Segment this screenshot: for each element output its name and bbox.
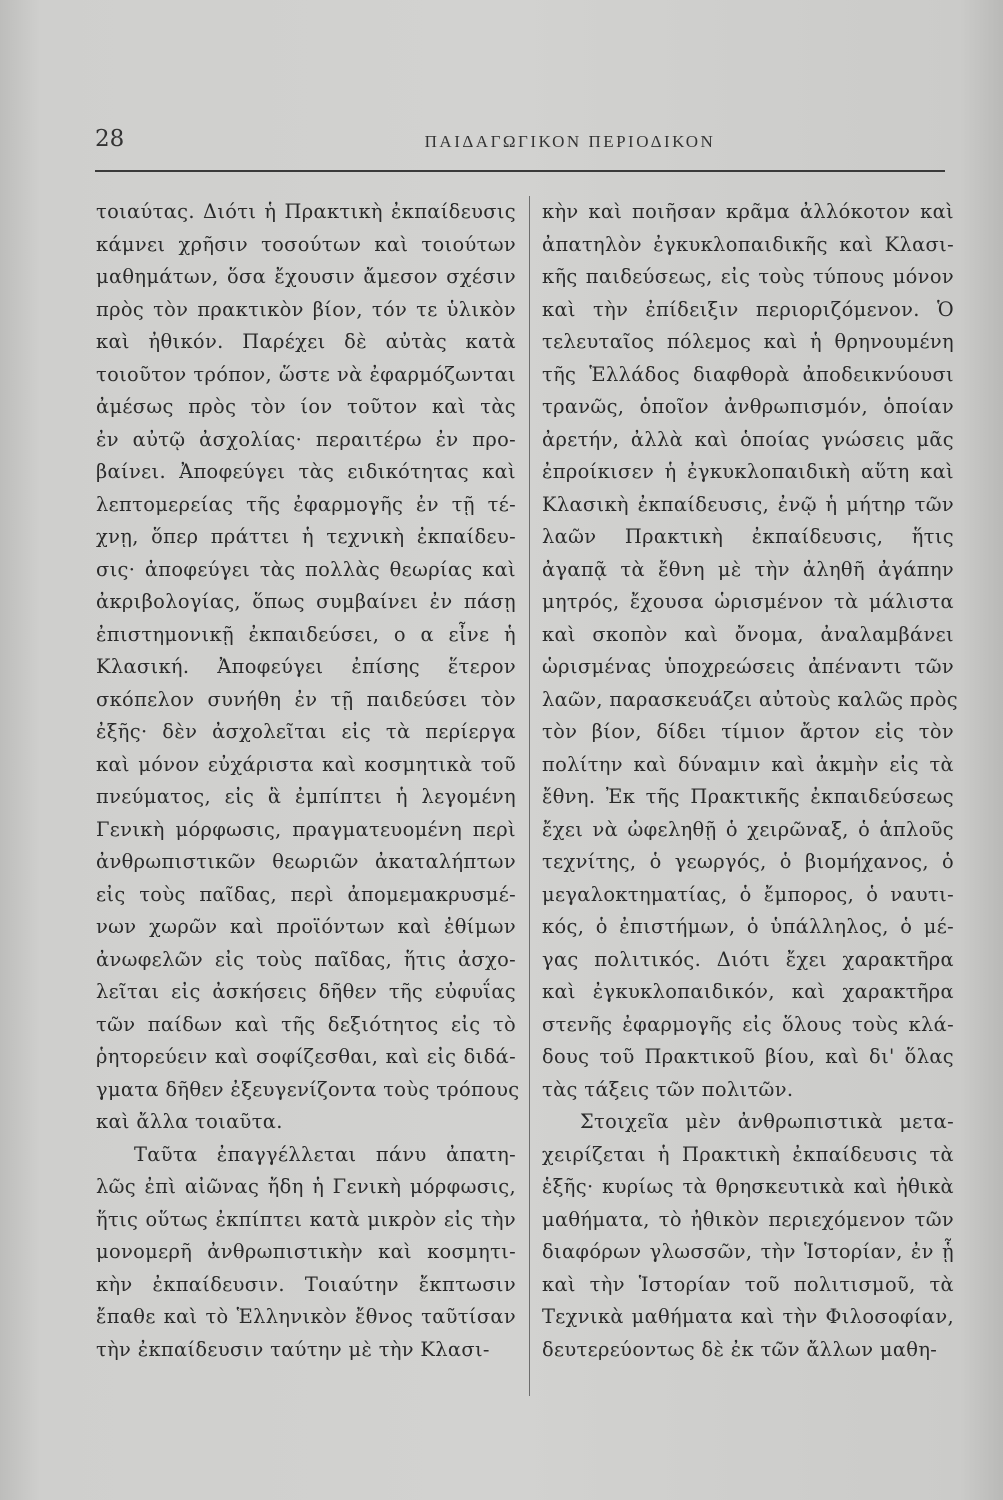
text-line: σκόπελον συνήθη ἐν τῇ παιδεύσει τὸν bbox=[96, 687, 516, 711]
text-line: τεχνίτης, ὁ γεωργός, ὁ βιομήχανος, ὁ bbox=[542, 850, 954, 873]
text-line: τὸν βίον, δίδει τίμιον ἄρτον εἰς τὸν bbox=[542, 720, 954, 743]
text-line: Κλασική. Ἀποφεύγει ἐπίσης ἕτερον bbox=[96, 655, 516, 678]
text-line: ἀμέσως πρὸς τὸν ίον τοῦτον καὶ τὰς bbox=[96, 395, 516, 418]
text-line: ἐν αὐτῷ ἀσχολίας· περαιτέρω ἐν προ- bbox=[96, 427, 516, 451]
text-line: λαῶν Πρακτικὴ ἐκπαίδευσις, ἥτις bbox=[542, 525, 954, 548]
text-line: λαῶν, παρασκευάζει αὐτοὺς καλῶς πρὸς bbox=[542, 687, 958, 711]
text-line: πολίτην καὶ δύναμιν καὶ ἀκμὴν εἰς τὰ bbox=[542, 752, 954, 776]
page-header bbox=[95, 126, 950, 160]
text-line: κῆς παιδεύσεως, εἰς τοὺς τύπους μόνον bbox=[542, 265, 954, 288]
text-line: μονομερῆ ἀνθρωπιστικὴν καὶ κοσμητι- bbox=[96, 1240, 516, 1263]
text-line: κὴν ἐκπαίδευσιν. Τοιαύτην ἔκπτωσιν bbox=[96, 1272, 516, 1296]
text-line: γματα δῆθεν ἐξευγενίζοντα τοὺς τρόπους bbox=[96, 1077, 520, 1101]
text-line: ῥητορεύειν καὶ σοφίζεσθαι, καὶ εἰς διδά- bbox=[96, 1045, 516, 1068]
text-line: βαίνει. Ἀποφεύγει τὰς ειδικότητας καὶ bbox=[96, 460, 516, 483]
text-line: ἔπαθε καὶ τὸ Ἑλληνικὸν ἔθνος ταῦτίσαν bbox=[96, 1305, 516, 1328]
text-line: καὶ τὴν ἐπίδειξιν περιοριζόμενον. Ὁ bbox=[542, 297, 954, 321]
text-line: διαφόρων γλωσσῶν, τὴν Ἱστορίαν, ἐν ᾗ bbox=[542, 1240, 954, 1263]
text-line: ἐπιστημονικῇ ἐκπαιδεύσει, ο α εἶνε ἡ bbox=[96, 622, 516, 646]
text-line: χνῃ, ὅπερ πράττει ἡ τεχνικὴ ἐκπαίδευ- bbox=[96, 525, 516, 548]
text-line: γας πολιτικός. Διότι ἔχει χαρακτῆρα bbox=[542, 947, 954, 971]
text-line: δευτερεύοντως δὲ ἐκ τῶν ἄλλων μαθη- bbox=[542, 1337, 938, 1361]
text-line: μαθημάτων, ὅσα ἔχουσιν ἄμεσον σχέσιν bbox=[96, 265, 516, 288]
text-line: τρανῶς, ὁποῖον ἀνθρωπισμόν, ὁποίαν bbox=[542, 395, 954, 418]
text-line: δους τοῦ Πρακτικοῦ βίου, καὶ δι' ὅλας bbox=[542, 1045, 954, 1068]
text-line: ἑξῆς· κυρίως τὰ θρησκευτικὰ καὶ ἠθικὰ bbox=[542, 1175, 954, 1198]
text-line: τῆς Ἑλλάδος διαφθορὰ ἀποδεικνύουσι bbox=[542, 362, 954, 386]
text-line: ὡρισμένας ὑποχρεώσεις ἀπέναντι τῶν bbox=[542, 655, 954, 678]
text-line: εἰς τοὺς παῖδας, περὶ ἀπομεμακρυσμέ- bbox=[96, 882, 516, 906]
header-rule bbox=[95, 170, 945, 172]
text-line: στενῆς ἐφαρμογῆς εἰς ὅλους τοὺς κλά- bbox=[542, 1012, 954, 1036]
right-text-column bbox=[542, 196, 958, 1366]
text-line: καὶ μόνον εὐχάριστα καὶ κοσμητικὰ τοῦ bbox=[96, 752, 516, 776]
text-line: πρὸς τὸν πρακτικὸν βίον, τόν τε ὑλικὸν bbox=[96, 297, 516, 321]
text-line: τὴν ἐκπαίδευσιν ταύτην μὲ τὴν Κλασι- bbox=[96, 1337, 490, 1361]
text-line: τὰς τάξεις τῶν πολιτῶν. bbox=[542, 1077, 794, 1101]
text-line: λεπτομερείας τῆς ἐφαρμογῆς ἐν τῇ τέ- bbox=[96, 492, 516, 516]
text-line: καὶ ἐγκυκλοπαιδικόν, καὶ χαρακτῆρα bbox=[542, 980, 954, 1003]
text-line: ἀνθρωπιστικῶν θεωριῶν ἀκαταλήπτων bbox=[96, 850, 516, 873]
text-line: μαθήματα, τὸ ἠθικὸν περιεχόμενον τῶν bbox=[542, 1207, 954, 1231]
text-line: ἀνωφελῶν εἰς τοὺς παῖδας, ἥτις ἀσχο- bbox=[96, 947, 516, 971]
text-line: κὴν καὶ ποιῆσαν κρᾶμα ἀλλόκοτον καὶ bbox=[542, 200, 954, 223]
text-line: καὶ ἠθικόν. Παρέχει δὲ αὐτὰς κατὰ bbox=[96, 330, 516, 353]
text-line: λεῖται εἰς ἀσκήσεις δῆθεν τῆς εὐφυΐας bbox=[96, 980, 516, 1003]
text-line: σις· ἀποφεύγει τὰς πολλὰς θεωρίας καὶ bbox=[96, 557, 516, 581]
text-line: νων χωρῶν καὶ προϊόντων καὶ ἐθίμων bbox=[96, 915, 516, 938]
text-line: τῶν παίδων καὶ τῆς δεξιότητος εἰς τὸ bbox=[96, 1012, 516, 1036]
text-line: πνεύματος, εἰς ἃ ἐμπίπτει ἡ λεγομένη bbox=[96, 785, 516, 808]
text-line: ἐπροίκισεν ἡ ἐγκυκλοπαιδικὴ αὕτη καὶ bbox=[542, 460, 954, 483]
page-number: 28 bbox=[95, 126, 125, 152]
text-line: καὶ σκοπὸν καὶ ὄνομα, ἀναλαμβάνει bbox=[542, 622, 954, 646]
text-line: Ταῦτα ἐπαγγέλλεται πάνυ ἀπατη- bbox=[134, 1142, 516, 1166]
text-line: μητρός, ἔχουσα ὡρισμένον τὰ μάλιστα bbox=[542, 590, 954, 613]
text-line: λῶς ἐπὶ αἰῶνας ἤδη ἡ Γενικὴ μόρφωσις, bbox=[96, 1175, 516, 1198]
running-title: ΠΑΙΔΑΓΩΓΙΚΟΝ ΠΕΡΙΟΔΙΚΟΝ bbox=[424, 132, 716, 151]
text-line: ἔθνη. Ἐκ τῆς Πρακτικῆς ἐκπαιδεύσεως bbox=[542, 785, 954, 808]
text-line: τοιοῦτον τρόπον, ὥστε νὰ ἐφαρμόζωνται bbox=[96, 362, 516, 386]
text-line: καὶ ἄλλα τοιαῦτα. bbox=[96, 1110, 283, 1133]
text-line: Κλασικὴ ἐκπαίδευσις, ἐνῷ ἡ μήτηρ τῶν bbox=[542, 492, 954, 516]
text-line: καὶ τὴν Ἱστορίαν τοῦ πολιτισμοῦ, τὰ bbox=[542, 1272, 954, 1296]
text-line: τοιαύτας. Διότι ἡ Πρακτικὴ ἐκπαίδευσις bbox=[96, 200, 516, 223]
text-line: Στοιχεῖα μὲν ἀνθρωπιστικὰ μετα- bbox=[580, 1110, 954, 1133]
left-text-column bbox=[96, 196, 520, 1366]
text-line: κάμνει χρῆσιν τοσούτων καὶ τοιούτων bbox=[96, 232, 516, 256]
column-divider bbox=[529, 196, 530, 1396]
text-line: Γενικὴ μόρφωσις, πραγματευομένη περὶ bbox=[96, 817, 516, 841]
text-line: χειρίζεται ἡ Πρακτικὴ ἐκπαίδευσις τὰ bbox=[542, 1142, 954, 1166]
text-line: ἀρετήν, ἀλλὰ καὶ ὁποίας γνώσεις μᾶς bbox=[542, 427, 954, 451]
text-line: ἀκριβολογίας, ὅπως συμβαίνει ἐν πάσῃ bbox=[96, 590, 516, 613]
text-line: Τεχνικὰ μαθήματα καὶ τὴν Φιλοσοφίαν, bbox=[542, 1305, 954, 1328]
text-line: ἀγαπᾷ τὰ ἔθνη μὲ τὴν ἀληθῆ ἀγάπην bbox=[542, 557, 954, 581]
text-line: ἔχει νὰ ὠφεληθῇ ὁ χειρῶναξ, ὁ ἁπλοῦς bbox=[542, 817, 954, 841]
text-line: ἐξῆς· δὲν ἀσχολεῖται εἰς τὰ περίεργα bbox=[96, 720, 516, 743]
text-line: ἀπατηλὸν ἐγκυκλοπαιδικῆς καὶ Κλασι- bbox=[542, 232, 954, 256]
text-line: μεγαλοκτηματίας, ὁ ἔμπορος, ὁ ναυτι- bbox=[542, 882, 954, 906]
text-line: ἥτις οὕτως ἐκπίπτει κατὰ μικρὸν εἰς τὴν bbox=[96, 1207, 516, 1231]
text-line: τελευταῖος πόλεμος καὶ ἡ θρηνουμένη bbox=[542, 330, 954, 353]
text-line: κός, ὁ ἐπιστήμων, ὁ ὑπάλληλος, ὁ μέ- bbox=[542, 915, 954, 938]
